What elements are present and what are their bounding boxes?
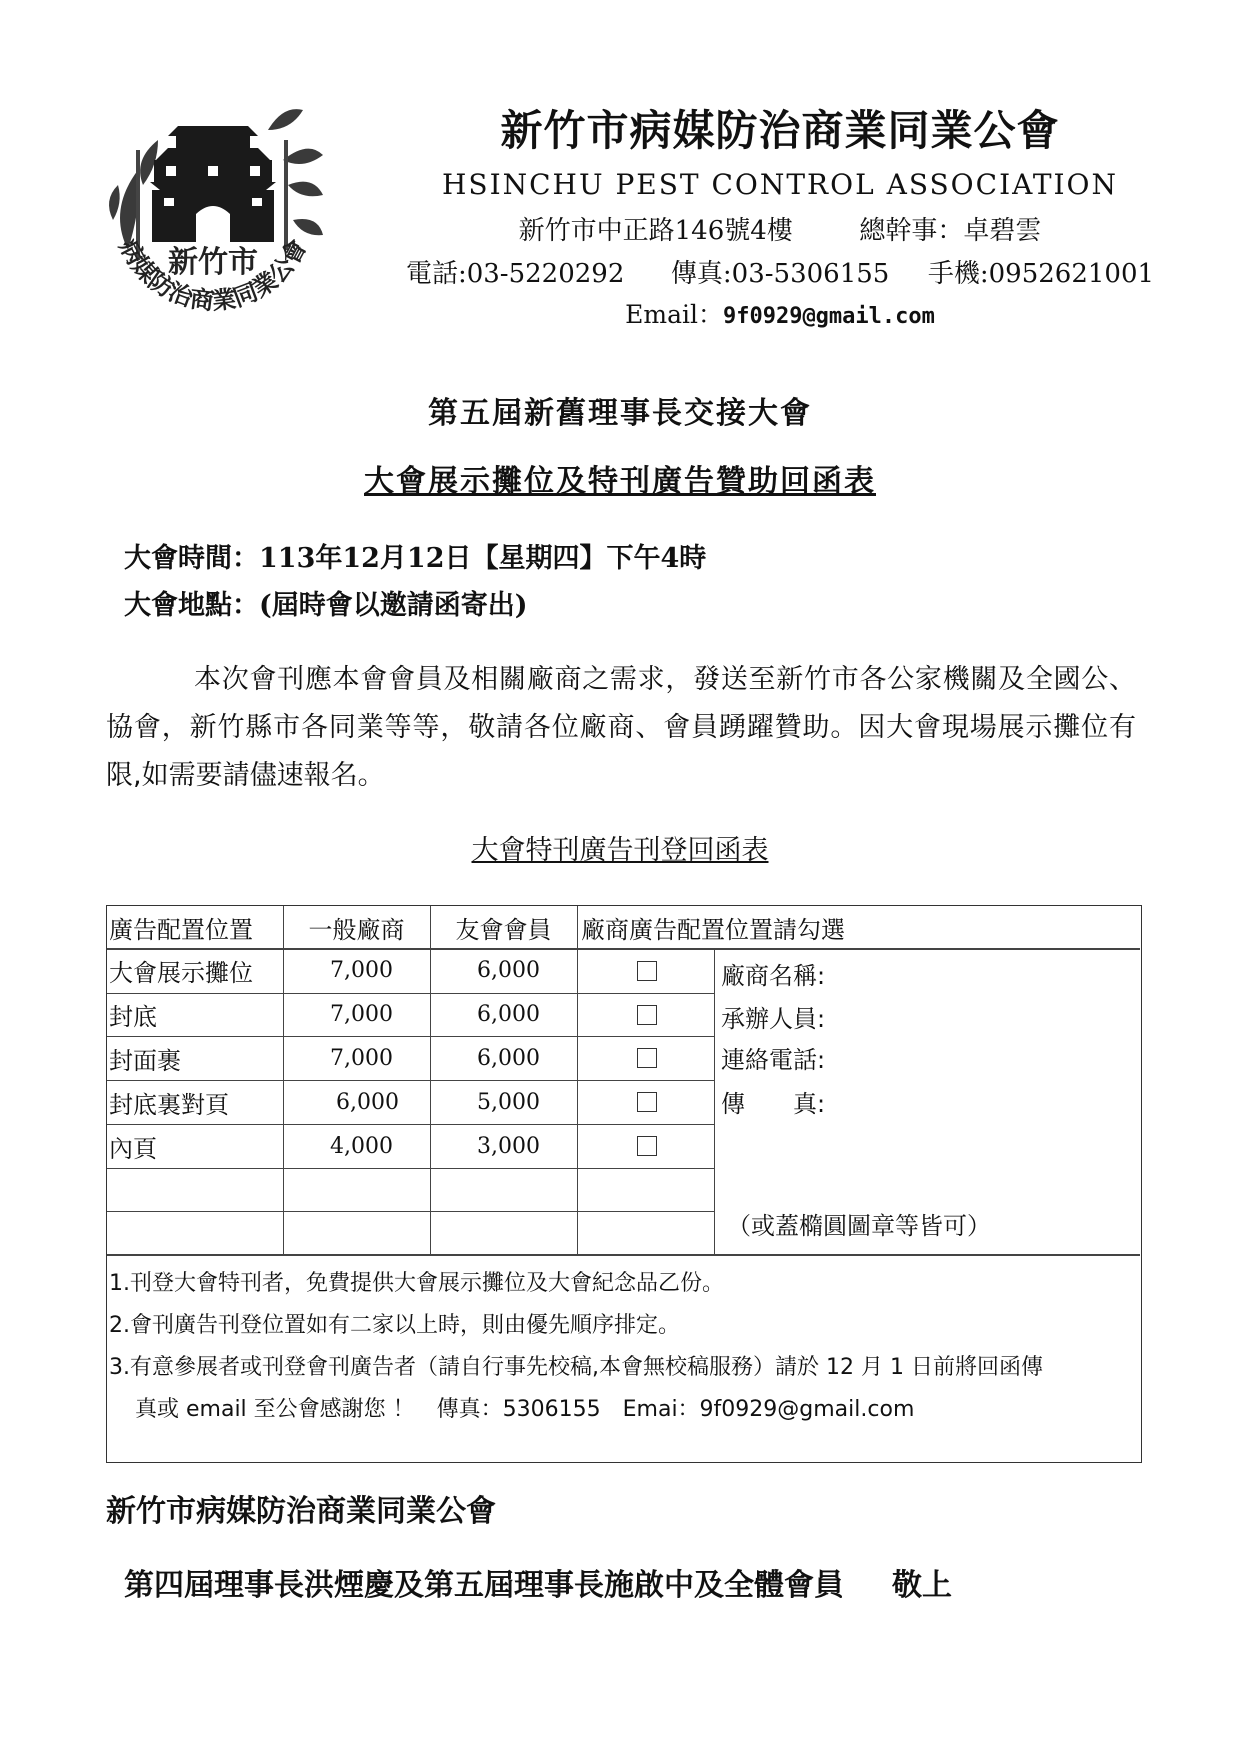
row-position: 封底裏對頁 — [109, 1090, 229, 1119]
address: 新竹市中正路146號4樓 — [518, 216, 793, 246]
event-title: 第五屆新舊理事長交接大會 — [428, 396, 812, 431]
header-select: 廠商廣告配置位置請勾選 — [581, 915, 845, 944]
row-general-price: 4,000 — [330, 1133, 393, 1159]
contact-phone-label: 連絡電話: — [721, 1046, 826, 1074]
seal-ring-text: 病媒防治商業同業公會 — [113, 234, 313, 316]
meeting-time: 大會時間：113年12月12日【星期四】下午4時 — [124, 543, 707, 574]
footer-closing: 敬上 — [892, 1568, 952, 1603]
row-position: 封面裹 — [109, 1046, 181, 1075]
seal-city-text: 新竹市 — [168, 245, 258, 280]
fax-label: 傳 真: — [721, 1090, 826, 1118]
row-member-price: 5,000 — [477, 1089, 540, 1115]
note-2: 2.會刊廣告刊登位置如有二家以上時，則由優先順序排定。 — [109, 1313, 680, 1338]
email-line — [400, 295, 1160, 331]
intro-paragraph: 本次會刊應本會會員及相關廠商之需求，發送至新竹市各公家機關及全國公、協會，新竹縣市各同業等等，敬請各位廠商、會員踴躍贊助。因大會現場展示攤位有限,如需要請儘速報名。 — [106, 664, 1136, 791]
phone: 電話:03-5220292 — [405, 259, 625, 289]
association-seal — [88, 90, 338, 340]
footer-org-name: 新竹市病媒防治商業同業公會 — [106, 1494, 496, 1529]
row-position: 封底 — [109, 1003, 157, 1031]
header-general-price: 一般廠商 — [308, 915, 405, 944]
row-position: 大會展示攤位 — [109, 959, 253, 987]
select-checkbox[interactable] — [637, 1136, 657, 1156]
row-general-price: 7,000 — [330, 958, 393, 983]
secretary: 總幹事：卓碧雲 — [859, 216, 1042, 246]
company-name-label: 廠商名稱: — [721, 962, 826, 990]
contact-person-label: 承辦人員: — [721, 1005, 826, 1033]
select-checkbox[interactable] — [637, 1092, 657, 1112]
footer-signers: 第四屆理事長洪煙慶及第五屆理事長施啟中及全體會員 — [124, 1568, 844, 1603]
email-address: 9f0929@gmail.com — [722, 304, 935, 329]
header-position: 廣告配置位置 — [109, 915, 253, 944]
select-checkbox[interactable] — [637, 1048, 657, 1068]
row-general-price: 7,000 — [330, 1002, 393, 1027]
row-position: 內頁 — [109, 1134, 157, 1163]
row-general-price: 6,000 — [336, 1089, 399, 1115]
email-label: Email： — [625, 300, 723, 329]
meeting-place: 大會地點：(屆時會以邀請函寄出) — [124, 590, 528, 621]
select-checkbox[interactable] — [637, 1005, 657, 1025]
row-member-price: 6,000 — [477, 958, 540, 983]
contact-line — [400, 253, 1160, 290]
mobile: 手機:0952621001 — [927, 259, 1155, 289]
note-3-continued: 真或 email 至公會感謝您 ！ 傳真：5306155 Emai：9f0929@gmail.com — [135, 1397, 915, 1422]
row-member-price: 3,000 — [477, 1133, 540, 1159]
org-english-name: HSINCHU PEST CONTROL ASSOCIATION — [441, 168, 1119, 201]
fax: 傳真:03-5306155 — [670, 259, 890, 289]
org-title: 新竹市病媒防治商業同業公會 — [500, 106, 1060, 155]
note-1: 1.刊登大會特刊者，免費提供大會展示攤位及大會紀念品乙份。 — [109, 1271, 724, 1296]
form-title: 大會展示攤位及特刊廣告贊助回函表 — [364, 464, 876, 499]
header-member-price: 友會會員 — [455, 915, 552, 944]
note-3: 3.有意參展者或刊登會刊廣告者（請自行事先校稿,本會無校稿服務）請於 12 月 1 日前將回函傳 — [109, 1355, 1043, 1380]
row-member-price: 6,000 — [477, 1045, 540, 1071]
stamp-note: （或蓋橢圓圖章等皆可） — [727, 1212, 991, 1240]
table-title: 大會特刊廣告刊登回函表 — [471, 835, 769, 866]
ad-order-table — [106, 905, 1142, 1463]
row-member-price: 6,000 — [477, 1002, 540, 1027]
address-line — [400, 210, 1160, 247]
select-checkbox[interactable] — [637, 961, 657, 981]
footer-signature — [124, 1560, 952, 1604]
row-general-price: 7,000 — [330, 1045, 393, 1071]
